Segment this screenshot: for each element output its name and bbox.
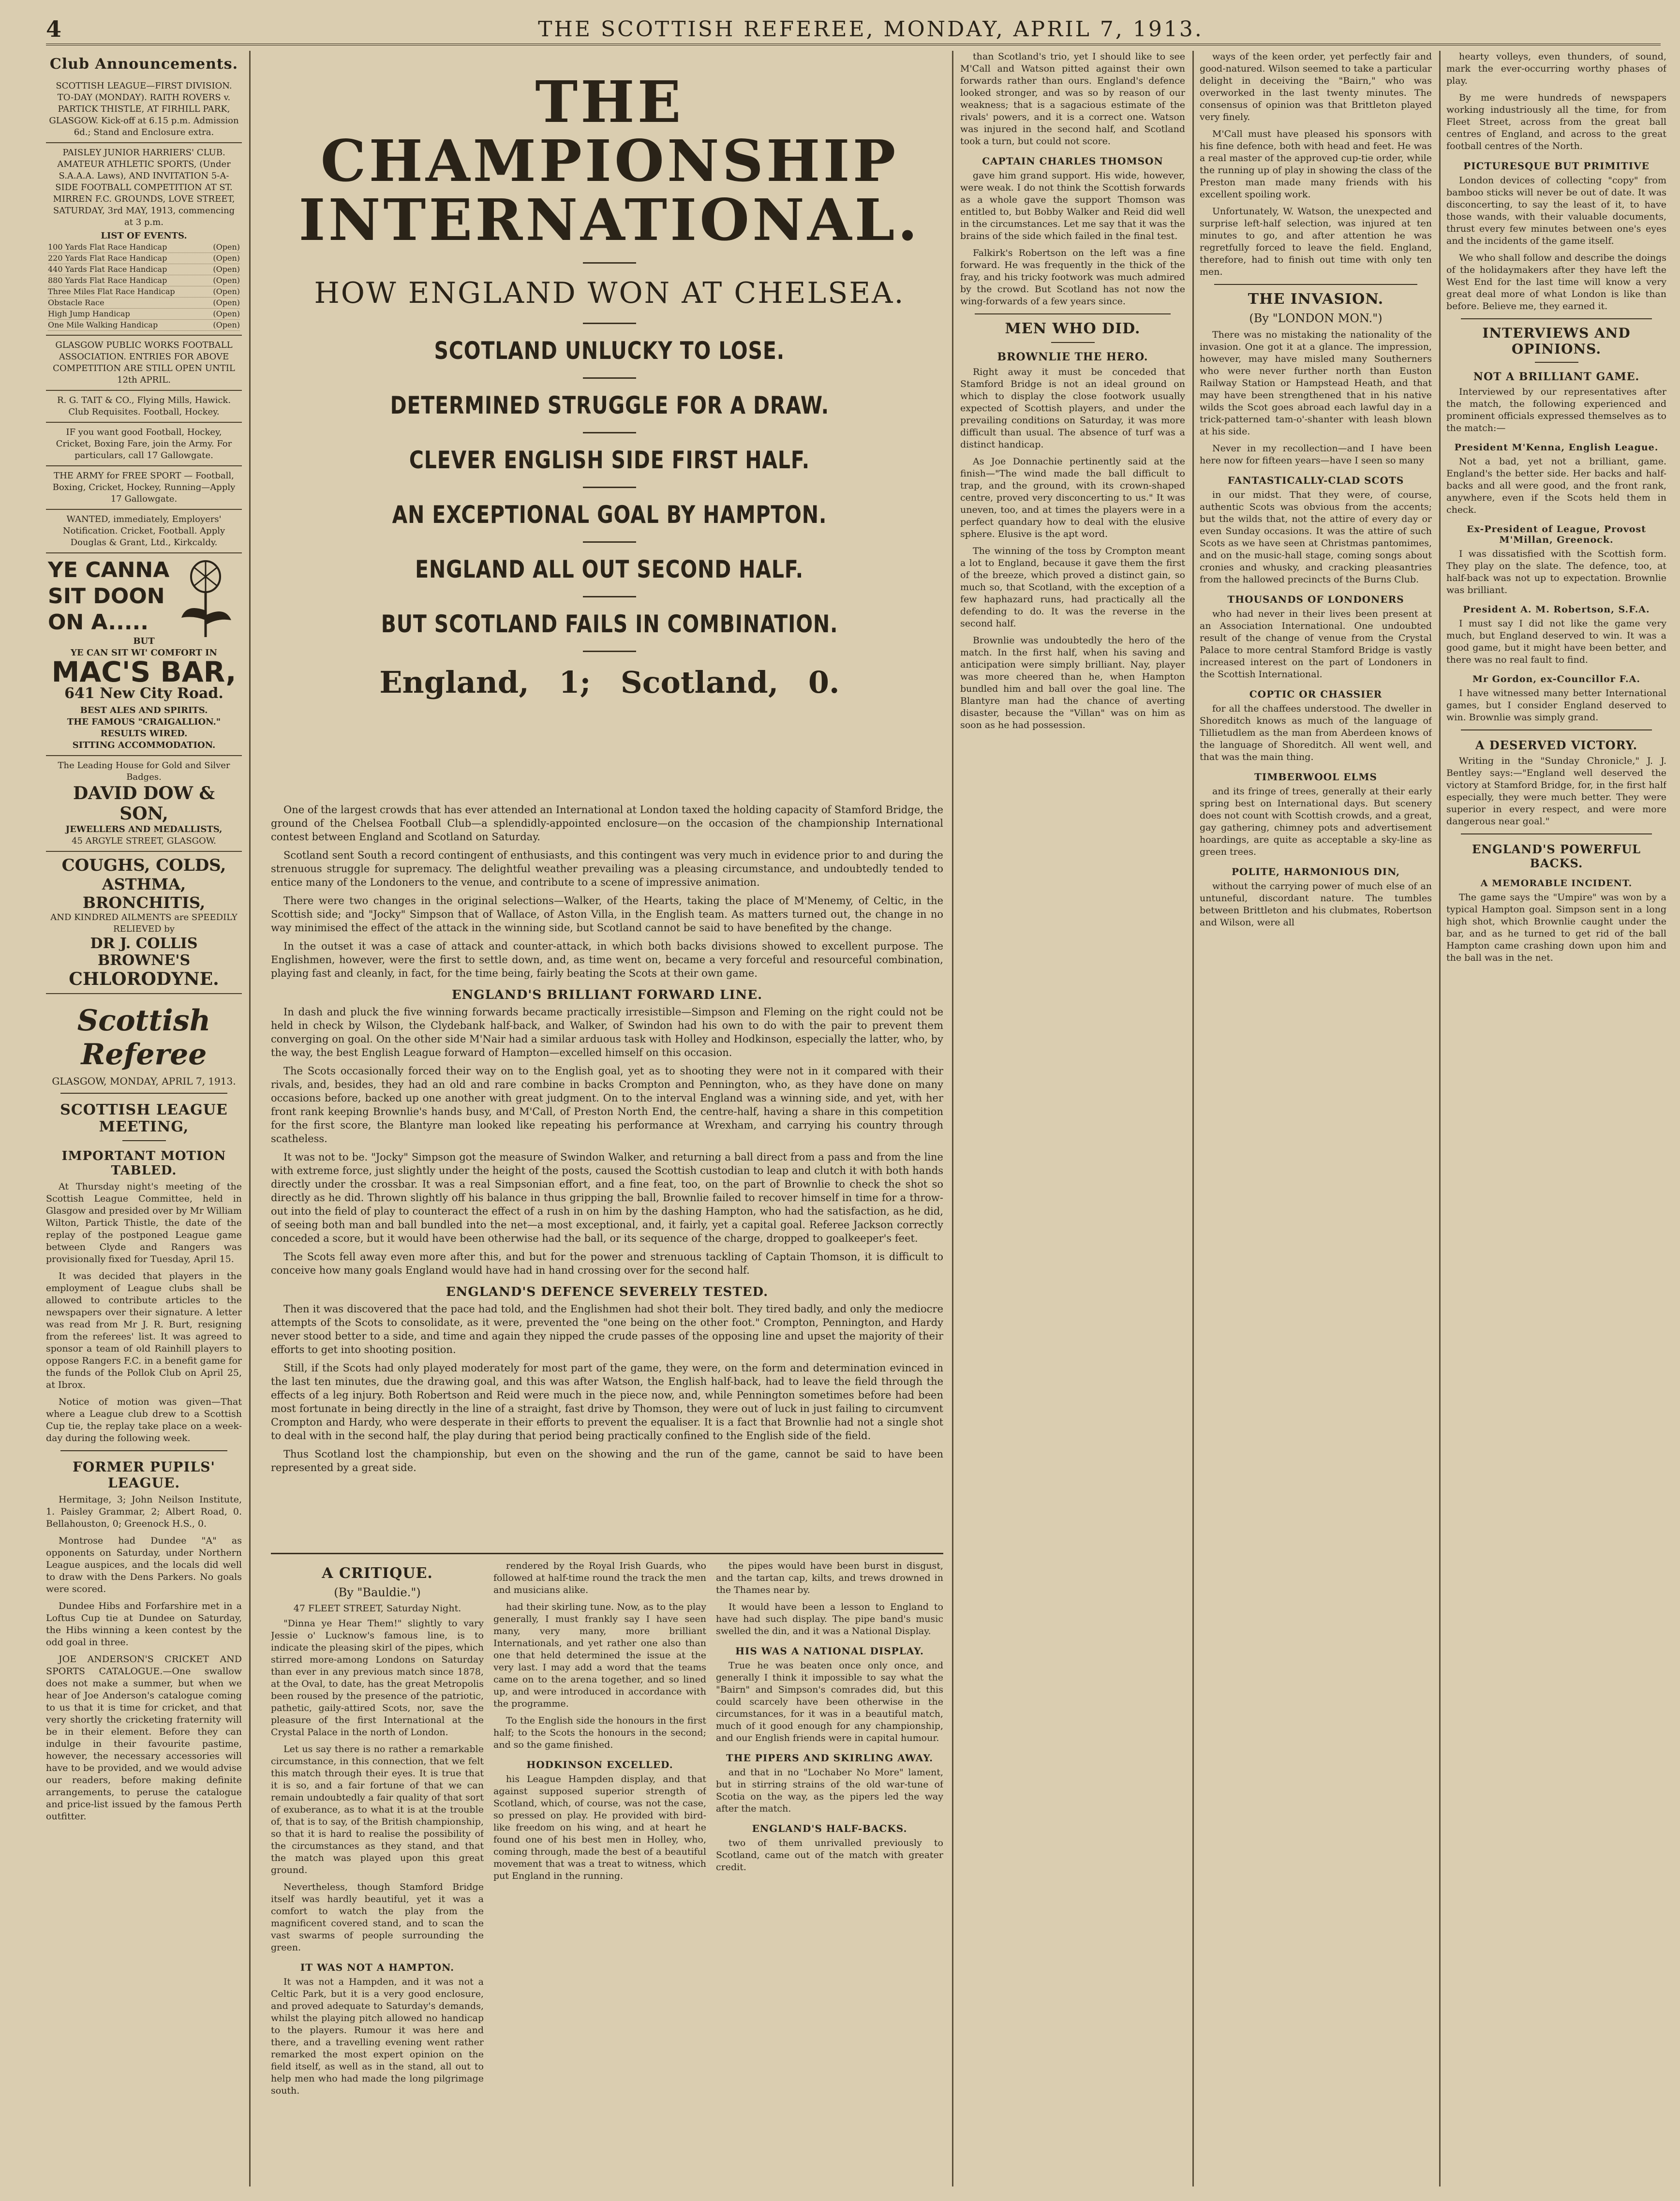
critique-byline: (By "Bauldie.") <box>334 1586 421 1599</box>
column-invasion <box>1200 51 1432 2186</box>
interview-text: I have witnessed many better International games, but I consider England deserved to win. Brownlie was simply grand. <box>1446 688 1666 723</box>
announcement: THE ARMY for FREE SPORT — Football, Boxing, Cricket, Hockey, Running—Apply 17 Gallowgate. <box>46 466 242 510</box>
divider <box>975 313 1171 314</box>
report-paragraph: There were two changes in the original selections—Walker, of the Hearts, taking the place of M'Menemy, of Celtic, in the Scottish side; and "Jocky" Simpson that of Wallace, of Aston Villa, in the English team. As matters turned out, the change in no way minimised the effect of the attack in the winning side, but Scotland cannot be said to have benefited by the change. <box>271 895 943 934</box>
deck-line: DETERMINED STRUGGLE FOR A DRAW. <box>390 391 829 419</box>
thistle-icon <box>174 557 237 639</box>
article-paragraph: M'Call must have pleased his sponsors with his fine defence, both with head and feet. He was a real master of the approved cup-tie order, while the running up of play in showing the class of the Preston man made many friends with his excellent spoiling work. <box>1200 129 1432 200</box>
divider <box>1461 729 1652 730</box>
article-paragraph: By me were hundreds of newspapers working industriously all the time, for from Fleet Street, across from the great ball centres of England, and across to the great football centres of the North. <box>1446 92 1666 151</box>
deck-line: CLEVER ENGLISH SIDE FIRST HALF. <box>409 446 810 474</box>
article-subhead: NOT A BRILLIANT GAME. <box>1473 371 1640 383</box>
report-paragraph: Still, if the Scots had only played moderately for most part of the game, they were, on the form and determination evinced in the last ten minutes, due the drawing goal, and this was after Watson, the English half-back, had to leave the field through the effects of a leg injury. Both Robertson and Reid were much in the piece now, and, while Pennington sometimes before had been most fortunate in being directly in the line of a straight, fast drive by Thomson, they were out of luck in just failing to circumvent Crompton and Hardy, who were desperate in their efforts to prevent the equaliser. It is a fact that Brownlie had not a single shot to deal with in the second half, the play during that period being practically confined to the English side of the field. <box>271 1362 943 1442</box>
critique-paragraph: It was not a Hampden, and it was not a Celtic Park, but it is a very good enclosure, and proved adequate to Saturday's demands, whilst the playing pitch allowed no handicap to the players. Rumour it was here and there, and a travelling evening went rather remarked the most expert opinion on the field itself, as well as in the stand, all out to help men who had made the long pilgrimage south. <box>271 1977 484 2096</box>
deck-line: ENGLAND ALL OUT SECOND HALF. <box>415 555 804 583</box>
interview-text: Not a bad, yet not a brilliant, game. England's the better side. Her backs and half-backs and all were good, and the front rank, anywhere, even if the Scots held them in check. <box>1446 456 1666 515</box>
main-headline-block <box>268 68 951 713</box>
divider <box>583 541 636 543</box>
interviews-title: INTERVIEWS AND OPINIONS. <box>1482 325 1631 357</box>
divider <box>1051 342 1095 343</box>
event-row: One Mile Walking Handicap (Open) <box>48 320 240 331</box>
running-header <box>46 15 1661 45</box>
announcement: IF you want good Football, Hockey, Cricket, Boxing Fare, join the Army. For particulars, call 17 Gallowgate. <box>46 423 242 466</box>
dow-advert: The Leading House for Gold and Silver Badges. DAVID DOW & SON, JEWELLERS AND MEDALLISTS, 45 ARGYLE STREET, GLASGOW. <box>46 756 242 852</box>
critique-paragraph: rendered by the Royal Irish Guards, who followed at half-time round the track the men and musicians alike. <box>493 1561 706 1595</box>
article-paragraph: Falkirk's Robertson on the left was a fine forward. He was frequently in the thick of the fray, and his tricky footwork was much admired by the crowd. But Scotland has not now the wing-forwards of a few years since. <box>960 248 1185 307</box>
critique-column-1 <box>271 1560 484 2186</box>
critique-address: 47 FLEET STREET, Saturday Night. <box>293 1603 461 1614</box>
critique-subhead: HODKINSON EXCELLED. <box>526 1759 673 1770</box>
critique-paragraph: True he was beaten once only once, and generally I think it impossible to say what the "Bairn" and Simpson's comrades did, but this could scarcely have been otherwise in the circumstances, for it was in a beautiful match, much of it good enough for any championship, and our English friends were in capital humour. <box>716 1660 943 1743</box>
article-paragraph: and its fringe of trees, generally at their early spring best on International days. But scenery does not count with Scottish crowds, and a great, gay gathering, chimney pots and advertisement hoardings, are quite as acceptable a sky-line as green trees. <box>1200 786 1432 857</box>
report-paragraph: It was not to be. "Jocky" Simpson got the measure of Swindon Walker, and returning a ball direct from a pass and from the line with extreme force, just slightly under the height of the posts, caused the Scottish custodian to leap and clutch it with both hands directly under the crossbar. It was a real Simpsonian effort, and a fine feat, too, on the part of Brownlie to check the shot so directly as he did. Thrown slightly off his balance in thus gripping the ball, Brownlie failed to recover himself in time for a throw-out into the field of play to counteract the effect of a rush in on him by the dashing Hampton, who had the satisfaction, as he did, of seeing both man and ball bundled into the net—a most exceptional, and, it fairly, yet a capital goal. Referee Jackson correctly conceded a score, but it would have been otherwise had the ball, or its sequence of the charge, dropped to goalkeeper's feet. <box>271 1151 943 1244</box>
chlorodyne-advert: COUGHS, COLDS, ASTHMA, BRONCHITIS, AND KINDRED AILMENTS are SPEEDILY RELIEVED by DR J. COLLIS BROWNE'S CHLORODYNE. <box>46 852 242 994</box>
critique-paragraph: had their skirling tune. Now, as to the play generally, I must frankly say I have seen many, very many, more brilliant Internationals, and yet rather one also than one that held determined the issue at the very last. I may add a word that the teams came on to the arena together, and so lined up, and were introduced in accordance with the programme. <box>493 1602 706 1709</box>
men-who-did-title: MEN WHO DID. <box>1005 320 1141 337</box>
article-subhead: THOUSANDS OF LONDONERS <box>1227 594 1404 605</box>
announcement: SCOTTISH LEAGUE—FIRST DIVISION. TO-DAY (MONDAY). RAITH ROVERS v. PARTICK THISTLE, AT FIRHILL PARK, GLASGOW. Kick-off at 6.15 p.m. Admission 6d.; Stand and Enclosure extra. <box>46 76 242 143</box>
article-paragraph: Brownlie was undoubtedly the hero of the match. In the first half, when his saving and anticipation were simply brilliant. Nay, player was more cheered than he, when Hampton bundled him and ball over the goal line. The Blantyre man had the chance of averting disaster, because the "Villan" was on him as soon as he had possession. <box>960 635 1185 730</box>
article-paragraph: Right away it must be conceded that Stamford Bridge is not an ideal ground on which to display the close footwork usually expected of Scottish players, and under the prevailing conditions on Saturday, it was more difficult than usual. The absence of turf was a distinct handicap. <box>960 367 1185 450</box>
critique-title: A CRITIQUE. <box>322 1565 433 1582</box>
divider <box>583 377 636 379</box>
interview-head: President M'Kenna, English League. <box>1454 442 1659 453</box>
divider <box>1461 833 1652 834</box>
article-paragraph: Interviewed by our representatives after the match, the following experienced and prominent officials expressed themselves as to the match:— <box>1446 387 1666 433</box>
article-paragraph: It was decided that players in the employment of League clubs shall be allowed to contribute articles to the newspapers over their signature. A letter was read from Mr J. R. Burt, resigning from the referees' list. It was agreed to sponsor a team of old Rainhill players to oppose Rangers F.C. in a benefit game for the funds of the Pollok Club on April 25, at Ibrox. <box>46 1271 242 1390</box>
interview-head: President A. M. Robertson, S.F.A. <box>1463 604 1650 615</box>
critique-column-3 <box>716 1560 943 2186</box>
critique-subhead: IT WAS NOT A HAMPTON. <box>300 1962 455 1973</box>
invasion-byline: (By "LONDON MON.") <box>1249 312 1383 325</box>
critique-paragraph: two of them unrivalled previously to Scotland, came out of the match with greater credit. <box>716 1838 943 1873</box>
article-paragraph: Hermitage, 3; John Neilson Institute, 1. Paisley Grammar, 2; Albert Road, 0. Bellahouston, 0; Greenock H.S., 0. <box>46 1494 242 1529</box>
divider <box>583 487 636 488</box>
deck-line: HOW ENGLAND WON AT CHELSEA. <box>314 276 905 310</box>
announcement: PAISLEY JUNIOR HARRIERS' CLUB. AMATEUR ATHLETIC SPORTS, (Under S.A.A.A. Laws), AND INVITATION 5-A-SIDE FOOTBALL COMPETITION AT ST. MIRREN F.C. GROUNDS, LOVE STREET, SATURDAY, 3rd MAY, 1913, commencing at 3 p.m. LIST OF EVENTS. 100 Yards Flat Race Handicap (Open) 220 Yards Flat Race Handicap (Open) 440 Yards Flat Race Handicap (Open) 880 Yards Flat Race Handicap (Open) Three Miles Flat Race Handicap (Open) Obstacle Race (Open) High Jump Handicap (Open) One Mile Walking Handicap (Open) <box>46 143 242 336</box>
article-title: SCOTTISH LEAGUE MEETING, <box>60 1101 228 1135</box>
article-paragraph: At Thursday night's meeting of the Scottish League Committee, held in Glasgow and presided over by Mr William Wilton, Partick Thistle, the date of the replay of the postponed League game between Clyde and Rangers was provisionally fixed for Tuesday, April 15. <box>46 1181 242 1264</box>
critique-paragraph: Let us say there is no rather a remarkable circumstance, in this connection, that we felt this match through their eyes. It is true that it is so, and a fair fortune of that we can remain undoubtedly a fair quality of that sort of exuberance, as to what it is at the trouble of, that is to say, of the British championship, so that it is hard to realise the possibility of the circumstances as they stand, and that the match was played upon this great ground. <box>271 1744 484 1875</box>
macs-bar-name: MAC'S BAR, <box>51 655 237 688</box>
article-paragraph: gave him grand support. His wide, however, were weak. I do not think the Scottish forwards as a whole gave the support Thomson was entitled to, but Bobby Walker and Reid did well in the circumstances. Let me say that it was the brains of the side which failed in the final test. <box>960 170 1185 241</box>
match-report <box>271 803 943 1548</box>
article-paragraph: Notice of motion was given—That where a League club drew to a Scottish Cup tie, the replay take place on a week-day during the following week. <box>46 1397 242 1443</box>
event-row: High Jump Handicap (Open) <box>48 309 240 320</box>
report-paragraph: Then it was discovered that the pace had told, and the Englishmen had shot their bolt. They tired badly, and only the mediocre attempts of the Scots to consolidate, as it were, prevented the "one being on the other foot." Crompton, Pennington, and Hardy never stood better to a side, and time and again they nipped the crude passes of the opposing line and upset the majority of their efforts to get into shooting position. <box>271 1303 943 1355</box>
deck-line: SCOTLAND UNLUCKY TO LOSE. <box>434 337 785 365</box>
divider <box>583 432 636 433</box>
column-interviews <box>1446 51 1666 2186</box>
article-paragraph: As Joe Donnachie pertinently said at the finish—"The wind made the ball difficult to trap, and the ground, with its crown-shaped centre, proved very disconcerting to us." It was uneven, too, and at times the players were in a perfect quandary how to deal with the elusive sphere. Elusive is the apt word. <box>960 456 1185 539</box>
article-paragraph: Dundee Hibs and Forfarshire met in a Loftus Cup tie at Dundee on Saturday, the Hibs winning a keen contest by the odd goal in three. <box>46 1601 242 1648</box>
event-row: 220 Yards Flat Race Handicap (Open) <box>48 253 240 264</box>
divider <box>122 1140 166 1141</box>
article-paragraph: The winning of the toss by Crompton meant a lot to England, because it gave them the first of the breeze, which proved a distinct gain, so much so, that Scotland, with the exception of a few haphazard runs, had practically all the defending to do. It was the reverse in the second half. <box>960 546 1185 629</box>
article-title: FORMER PUPILS' LEAGUE. <box>73 1459 215 1491</box>
article-paragraph: hearty volleys, even thunders, of sound, mark the ever-occurring worthy phases of play. <box>1446 51 1666 86</box>
deserved-victory-title: A DESERVED VICTORY. <box>1475 738 1638 752</box>
interview-text: I must say I did not like the game very much, but England deserved to win. It was a good game, but it might have been better, and there was no real fault to find. <box>1446 618 1666 665</box>
events-list <box>48 242 240 331</box>
article-subhead: CAPTAIN CHARLES THOMSON <box>982 155 1163 167</box>
critique-paragraph: Nevertheless, though Stamford Bridge itself was hardly beautiful, yet it was a comfort to watch the play from the magnificent covered stand, and to scan the vast swarms of people surrounding the green. <box>271 1882 484 1953</box>
deck-line: BUT SCOTLAND FAILS IN COMBINATION. <box>381 610 838 638</box>
main-headline: THE CHAMPIONSHIP INTERNATIONAL. <box>298 68 921 253</box>
event-row: 440 Yards Flat Race Handicap (Open) <box>48 264 240 275</box>
column-rule <box>952 51 953 2186</box>
critique-paragraph: his League Hampden display, and that against supposed superior strength of Scotland, which, of course, was not the case, so pressed on play. He provided with bird-like freedom on his wing, and at heart he found one of his best men in Holley, who, coming through, made the best of a beautiful movement that was a treat to witness, which put England in the running. <box>493 1774 706 1881</box>
powerful-backs-title: ENGLAND'S POWERFUL BACKS. <box>1472 842 1641 870</box>
interview-head: Mr Gordon, ex-Councillor F.A. <box>1472 674 1641 684</box>
article-paragraph: who had never in their lives been present at an Association International. One undoubted result of the change of venue from the Crystal Palace to more central Stamford Bridge is vastly increased interest on the part of Londoners in the Scottish International. <box>1200 609 1432 680</box>
divider <box>60 1450 227 1451</box>
divider <box>1461 318 1652 319</box>
critique-paragraph: To the English side the honours in the first half; to the Scots the honours in the second; and so the game finished. <box>493 1715 706 1750</box>
column-rule <box>249 51 251 2186</box>
article-paragraph: than Scotland's trio, yet I should like to see M'Call and Watson pitted against their own forwards rather than ours. England's defence looked stronger, and was so by reason of our weakness; that is a sagacious estimate of the rivals' powers, and it is a correct one. Watson was injured in the second half, and Scotland took a turn, but could not score. <box>960 51 1185 147</box>
critique-paragraph: It would have been a lesson to England to have had such display. The pipe band's music swelled the din, and it was a National Display. <box>716 1602 943 1636</box>
invasion-title: THE INVASION. <box>1248 291 1384 308</box>
article-paragraph: Never in my recollection—and I have been here now for fifteen years—have I seen so many <box>1200 443 1432 466</box>
article-paragraph: JOE ANDERSON'S CRICKET AND SPORTS CATALOGUE.—One swallow does not make a summer, but when we hear of Joe Anderson's catalogue coming to us that it is time for cricket, and that very shortly the cricketing fraternity will be in their element. Before they can indulge in their favourite pastime, however, the necessary accessories will have to be provided, and we would advise our readers, before making definite arrangements, to peruse the catalogue and price-list issued by the famous Perth outfitter. <box>46 1654 242 1822</box>
column-rule <box>1192 51 1194 2186</box>
report-paragraph: In the outset it was a case of attack and counter-attack, in which both backs divisions showed to excellent purpose. The Englishmen, however, were the first to settle down, and, as time went on, became a very forceful and resourceful combination, playing fast and cleanly, in fact, for the time being, fairly beating the Scots at their own game. <box>271 940 943 979</box>
deck-line: AN EXCEPTIONAL GOAL BY HAMPTON. <box>392 501 827 529</box>
announcement: R. G. TAIT & CO., Flying Mills, Hawick. Club Requisites. Football, Hockey. <box>46 391 242 423</box>
left-column <box>46 51 242 2186</box>
event-row: 100 Yards Flat Race Handicap (Open) <box>48 242 240 253</box>
brownlie-subhead: BROWNLIE THE HERO. <box>997 351 1148 363</box>
divider <box>583 262 636 264</box>
club-announcements-heading: Club Announcements. <box>49 56 238 73</box>
critique-paragraph: the pipes would have been burst in disgust, and the tartan cap, kilts, and trews drowned in the Thames near by. <box>716 1561 943 1595</box>
divider <box>271 1553 943 1554</box>
report-paragraph: The Scots fell away even more after this, and but for the power and strenuous tackling of Captain Thomson, it is difficult to conceive how many goals England would have had in hand crossing over for the second half. <box>271 1251 943 1276</box>
report-subhead: ENGLAND'S BRILLIANT FORWARD LINE. <box>451 988 763 1002</box>
article-subhead: COPTIC OR CHASSIER <box>1249 688 1383 700</box>
interview-text: I was dissatisfied with the Scottish form. They play on the slate. The defence, too, at half-back was not up to expectation. Brownlie was brilliant. <box>1446 549 1666 595</box>
divider <box>1214 284 1417 285</box>
masthead: Scottish Referee <box>77 1004 211 1071</box>
critique-paragraph: and that in no "Lochaber No More" lament, but in stirring strains of the old war-tune of Scotia on the way, as the pipers led the way after the match. <box>716 1767 943 1814</box>
article-subtitle: IMPORTANT MOTION TABLED. <box>61 1149 226 1178</box>
match-score: England, 1; Scotland, 0. <box>379 665 840 700</box>
interview-head: Ex-President of League, Provost M'Millan, Greenock. <box>1466 524 1647 545</box>
article-subhead: A MEMORABLE INCIDENT. <box>1480 878 1633 889</box>
article-paragraph: London devices of collecting "copy" from bamboo sticks will never be out of date. It was disconcerting, to say the least of it, to have those wands, with their valuable documents, thrust every few minutes between one's eyes and the incidents of the game itself. <box>1446 175 1666 246</box>
divider <box>583 323 636 324</box>
article-subhead: FANTASTICALLY-CLAD SCOTS <box>1227 475 1404 486</box>
article-paragraph: Montrose had Dundee "A" as opponents on Saturday, under Northern League auspices, and the locals did well to draw with the Dens Parkers. No goals were scored. <box>46 1535 242 1594</box>
article-paragraph: Unfortunately, W. Watson, the unexpected and surprise left-half selection, was injured at ten minutes to go, and after attention he was regretfully forced to leave the field. England, therefore, had to finish out time with only ten men. <box>1200 206 1432 277</box>
critique-subhead: HIS WAS A NATIONAL DISPLAY. <box>735 1645 924 1657</box>
report-paragraph: The Scots occasionally forced their way on to the English goal, yet as to shooting they were not in it compared with their rivals, and, besides, they had an old and rare combine in backs Crompton and Pennington, who, as they have done on many occasions before, backed up one another with great judgment. On to the interval England was a winning side, and yet, with her front rank keeping Brownlie's hands busy, and M'Call, of Preston North End, the centre-half, having a share in this competition for the first score, the Blantyre man looked like repeating his performance at Wrexham, and carrying his country through scatheless. <box>271 1065 943 1145</box>
article-paragraph: We who shall follow and describe the doings of the holidaymakers after they have left the West End for the last time will know a very great deal more of what London is like than before. Believe me, they earned it. <box>1446 253 1666 312</box>
report-paragraph: Scotland sent South a record contingent of enthusiasts, and this contingent was very much in evidence prior to and during the strenuous struggle for supremacy. The delightful weather prevailing was a pleasing circumstance, and undoubtedly tended to entice many of the Londoners to the venue, and contribute to a scene of impressive animation. <box>271 849 943 888</box>
critique-paragraph: "Dinna ye Hear Them!" slightly to vary Jessie o' Lucknow's famous line, is to indicate the pleasing skirl of the pipes, which stirred more-among Londons on Saturday than ever in any previous match since 1878, at the Oval, to date, has the great Metropolis been roused by the presence of the patriotic, pathetic, gaily-attired Scots, nor, save the pleasure of the first International at the Crystal Palace in the north of London. <box>271 1618 484 1738</box>
article-paragraph: The game says the "Umpire" was won by a typical Hampton goal. Simpson sent in a long high shot, which Brownlie caught under the bar, and as he turned to get rid of the ball Hampton came crashing down upon him and the ball was in the net. <box>1446 892 1666 963</box>
report-subhead: ENGLAND'S DEFENCE SEVERELY TESTED. <box>446 1285 769 1299</box>
events-title: LIST OF EVENTS. <box>101 231 187 241</box>
article-paragraph: Writing in the "Sunday Chronicle," J. J. Bentley says:—"England well deserved the victory at Stamford Bridge, for, in the first half especially, they were much better. They were superior in every respect, and were more dangerous near goal." <box>1446 756 1666 827</box>
article-paragraph: for all the chaffees understood. The dweller in Shoreditch knows as much of the language of Tillietudlem as the man from Aberdeen knows of the language of Shoreditch. All went well, and that was the main thing. <box>1200 703 1432 762</box>
event-row: Obstacle Race (Open) <box>48 297 240 309</box>
divider <box>583 596 636 597</box>
article-paragraph: There was no mistaking the nationality of the invasion. One got it at a glance. The impression, however, may have misled many Southerners who were never further north than Euston Railway Station or Hampstead Heath, and that may have been strengthened that in his native wilds the Scot goes abroad each lawful day in a trick-patterned tam-o'-shanter with leash blown at his side. <box>1200 329 1432 437</box>
article-subhead: TIMBERWOOL ELMS <box>1254 771 1377 783</box>
article-subhead: PICTURESQUE BUT PRIMITIVE <box>1463 160 1650 172</box>
macs-bar-advert: YE CANNA SIT DOON ON A..... BUT YE CAN SIT WI' COMFORT IN MAC'S BAR, 641 New City Road. BEST ALES AND SPIRITS. THE FAMOUS "CRAIGALLION." RESULTS WIRED. SITTING ACCOMMODATION. <box>46 553 242 756</box>
report-paragraph: One of the largest crowds that has ever attended an International at London taxed the holding capacity of Stamford Bridge, the ground of the Chelsea Football Club—a splendidly-appointed enclosure—on the occasion of the championship International contest between England and Scotland on Saturday. <box>271 804 943 843</box>
divider <box>60 1093 227 1094</box>
critique-column-2 <box>493 1560 706 2186</box>
report-paragraph: Thus Scotland lost the championship, but even on the showing and the run of the game, cannot be said to have been represented by a great side. <box>271 1448 943 1473</box>
critique-subhead: THE PIPERS AND SKIRLING AWAY. <box>726 1752 934 1764</box>
page-number: 4 <box>46 16 62 42</box>
article-subhead: POLITE, HARMONIOUS DIN, <box>1231 866 1400 877</box>
event-row: 880 Yards Flat Race Handicap (Open) <box>48 275 240 286</box>
divider <box>583 651 636 652</box>
event-row: Three Miles Flat Race Handicap (Open) <box>48 286 240 297</box>
announcement: WANTED, immediately, Employers' Notification. Cricket, Football. Apply Douglas & Grant, Ltd., Kirkcaldy. <box>46 510 242 553</box>
article-paragraph: ways of the keen order, yet perfectly fair and good-natured. Wilson seemed to take a particular delight in deceiving the "Bairn," who was overworked in the last twenty minutes. The consensus of opinion was that Brittleton played very finely. <box>1200 51 1432 122</box>
column-rule <box>1439 51 1441 2186</box>
article-paragraph: in our midst. That they were, of course, authentic Scots was obvious from the accents; but the wilds that, not the attire of every day or even Sunday occasions. It was the attire of such Scots as we have seen at Christmas pantomimes, and on the music-hall stage, coming songs about cronies and whusky, and cracking pleasantries from the hallowed precincts of the Burns Club. <box>1200 490 1432 585</box>
article-paragraph: without the carrying power of much else of an untuneful, discordant nature. The tumbles between Brittleton and his clubmates, Robertson and Wilson, were all <box>1200 881 1432 928</box>
newspaper-title: THE SCOTTISH REFEREE, MONDAY, APRIL 7, 1913. <box>538 16 1204 42</box>
critique-subhead: ENGLAND'S HALF-BACKS. <box>752 1823 907 1834</box>
divider <box>1535 362 1578 363</box>
announcement: GLASGOW PUBLIC WORKS FOOTBALL ASSOCIATION. ENTRIES FOR ABOVE COMPETITION ARE STILL OPEN UNTIL 12th APRIL. <box>46 336 242 391</box>
dateline: GLASGOW, MONDAY, APRIL 7, 1913. <box>52 1075 236 1087</box>
report-paragraph: In dash and pluck the five winning forwards became practically irresistible—Simpson and Fleming on the right could not be held in check by Wilson, the Clydebank half-back, and Walker, of Swindon had his own to do with the pair to prevent them converging on goal. On the other side M'Nair had a similar arduous task with Holley and Hodkinson, especially the latter, who, by the way, the best English League forward of Hampton—excelled himself on this occasion. <box>271 1006 943 1058</box>
column-men-who-did <box>960 51 1185 2186</box>
